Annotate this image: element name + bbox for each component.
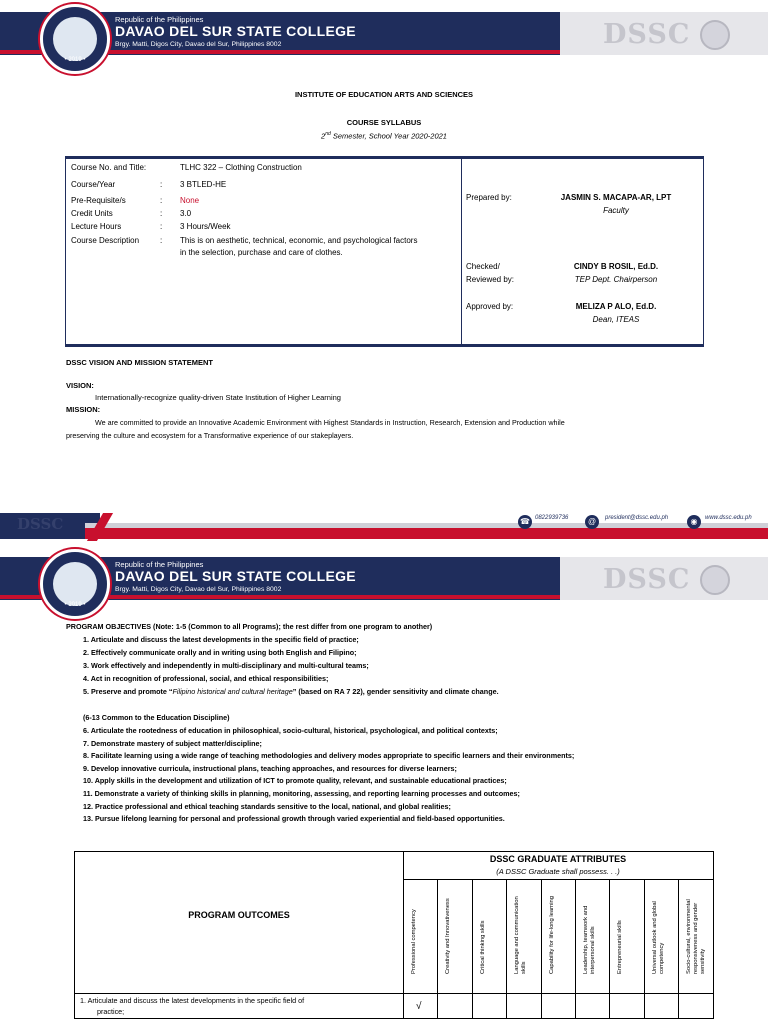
page-header — [0, 0, 768, 66]
course-info-label: Pre-Requisite/s — [71, 196, 126, 205]
graduate-attributes-heading: DSSC GRADUATE ATTRIBUTES — [489, 854, 627, 864]
footer-email: president@dssc.edu.ph — [605, 515, 669, 521]
course-info-value: 3 Hours/Week — [180, 222, 231, 231]
footer-phone: 0822939736 — [535, 515, 569, 521]
graduate-attribute-label: Creativity and Innovativeness — [445, 898, 452, 974]
graduate-attribute-label: Socio-cultural, environmental — [686, 899, 693, 974]
course-info-colon: : — [160, 236, 163, 245]
graduate-attribute-label: interpersonal skills — [590, 926, 596, 974]
mission-text-line1: We are committed to provide an Innovative Academic Environment with Highest Standards in Instruction, Research, Extension and Production while — [95, 418, 565, 427]
objective-item: 10. Apply skills in the development and utilization of ICT to promote quality, relevant, and sustainable educational practices; — [83, 776, 507, 786]
dssc-logo: DSSC — [603, 564, 691, 595]
graduate-attribute-label: skills — [521, 961, 528, 974]
vision-text: Internationally-recognize quality-driven State Institution of Higher Learning — [95, 393, 341, 402]
at-icon: @ — [585, 515, 599, 529]
objective-item-5: 5. Preserve and promote “Filipino historical and cultural heritage” (based on RA 7 22), gender sensitivity and climate change. — [83, 687, 499, 696]
graduate-attribute-label: Capability for life-long learning — [548, 896, 555, 974]
course-info-label: Lecture Hours — [71, 222, 122, 231]
approved-role: Dean, ITEAS — [592, 315, 640, 324]
vision-mission-heading: DSSC VISION AND MISSION STATEMENT — [66, 358, 213, 367]
checked-role: TEP Dept. Chairperson — [574, 275, 658, 284]
course-info-value: 3.0 — [180, 209, 192, 218]
outcome-row-1-text-line2: practice; — [97, 1007, 125, 1016]
prepared-role: Faculty — [603, 206, 629, 215]
graduate-attribute-label: competency — [658, 942, 665, 974]
course-info-label: Course No. and Title: — [71, 163, 147, 172]
graduate-attribute-label: Professional competency — [411, 909, 417, 974]
graduate-attribute-label: Universal outlook and global — [651, 901, 658, 974]
semester-line: 2nd Semester, School Year 2020-2021 — [321, 131, 447, 141]
objective-item: 7. Demonstrate mastery of subject matter/discipline; — [83, 738, 262, 748]
course-info-label: Credit Units — [71, 209, 113, 218]
footer-web: www.dssc.edu.ph — [705, 515, 752, 521]
course-info-label: Course/Year — [71, 180, 116, 189]
reviewed-label: Reviewed by: — [466, 275, 515, 284]
objective-item: 6. Articulate the rootedness of education in philosophical, socio-cultural, historical, psychological, and political contexts; — [83, 726, 498, 735]
syllabus-title: COURSE SYLLABUS — [346, 118, 422, 127]
objective-item: 11. Demonstrate a variety of thinking skills in planning, monitoring, assessing, and reporting learning processes and outcomes; — [83, 789, 520, 798]
course-info-label: Course Description — [71, 236, 140, 245]
graduate-attribute-label: Entrepreneurial skills — [617, 920, 624, 974]
college-name: DAVAO DEL SUR STATE COLLEGE — [115, 23, 356, 39]
course-info-value: TLHC 322 – Clothing Construction — [180, 163, 302, 172]
outcome-row-1-text-line1: 1. Articulate and discuss the latest developments in the specific field of — [80, 996, 305, 1005]
footer-red-stripe — [85, 528, 768, 539]
college-address: Brgy. Matti, Digos City, Davao del Sur, Philippines 8002 — [115, 41, 282, 48]
objectives-heading: PROGRAM OBJECTIVES (Note: 1-5 (Common to all Programs); the rest differ from one program to another) — [66, 622, 433, 631]
college-name: DAVAO DEL SUR STATE COLLEGE — [115, 568, 356, 584]
objective-item: 1. Articulate and discuss the latest developments in the specific field of practice; — [83, 635, 359, 644]
college-seal-icon: • 2019 • — [40, 4, 110, 74]
college-seal-icon: • 2019 • — [40, 549, 110, 619]
objective-item: 9. Develop innovative curricula, instructional plans, teaching approaches, and resources for diverse learners; — [83, 763, 457, 773]
objective-item: 8. Facilitate learning using a wide range of teaching methodologies and delivery modes appropriate to specific learners and their environments; — [83, 751, 575, 761]
course-info-colon: : — [160, 196, 163, 205]
objective-item: 4. Act in recognition of professional, social, and ethical responsibilities; — [83, 674, 329, 683]
prepared-label: Prepared by: — [466, 193, 512, 202]
page-header — [0, 545, 768, 611]
emblem-icon — [700, 565, 730, 595]
checked-label: Checked/ — [466, 262, 500, 271]
course-info-value: None — [180, 196, 200, 205]
prepared-name: JASMIN S. MACAPA-AR, LPT — [560, 193, 672, 202]
institute-title: INSTITUTE OF EDUCATION ARTS AND SCIENCES — [294, 90, 474, 99]
objective-item: 2. Effectively communicate orally and in writing using both English and Filipino; — [83, 648, 357, 657]
page-footer — [0, 507, 768, 542]
course-info-colon: : — [160, 209, 163, 218]
course-info-value: This is on aesthetic, technical, economic, and psychological factors — [180, 236, 418, 245]
checked-name: CINDY B ROSIL, Ed.D. — [573, 262, 659, 271]
outcome-row-1-check: √ — [416, 1001, 422, 1012]
approved-name: MELIZA P ALO, Ed.D. — [575, 302, 657, 311]
graduate-attribute-label: Leadership, teamwork and — [583, 905, 589, 974]
program-outcomes-table — [74, 851, 714, 1019]
republic-label: Republic of the Philippines — [115, 15, 204, 24]
phone-icon: ☎ — [518, 515, 532, 529]
course-info-value: 3 BTLED-HE — [180, 180, 227, 189]
footer-logo: DSSC — [17, 515, 64, 533]
republic-label: Republic of the Philippines — [115, 560, 204, 569]
objective-item: 12. Practice professional and ethical teaching standards sensitive to the local, national, and global realities; — [83, 801, 451, 811]
globe-icon: ◉ — [687, 515, 701, 529]
course-info-colon: : — [160, 180, 163, 189]
emblem-icon — [700, 20, 730, 50]
program-outcomes-heading: PROGRAM OUTCOMES — [188, 910, 290, 920]
course-description-line2: in the selection, purchase and care of clothes. — [180, 248, 343, 257]
graduate-attribute-label: Language and communication — [514, 896, 521, 974]
objectives-subheading: (6-13 Common to the Education Discipline) — [83, 713, 230, 722]
course-info-colon: : — [160, 222, 163, 231]
objective-item: 13. Pursue lifelong learning for personal and professional growth through varied experiential and field-based opportunities. — [83, 814, 505, 824]
mission-label: MISSION: — [66, 405, 101, 414]
college-address: Brgy. Matti, Digos City, Davao del Sur, Philippines 8002 — [115, 586, 282, 593]
graduate-attributes-subheading: (A DSSC Graduate shall possess. . .) — [496, 867, 620, 876]
vision-label: VISION: — [66, 381, 94, 390]
objective-item: 3. Work effectively and independently in multi-disciplinary and multi-cultural teams; — [83, 661, 369, 670]
dssc-logo: DSSC — [603, 19, 691, 50]
mission-text-line2: preserving the culture and ecosystem for a Transformative experience of our stakeplayers. — [66, 431, 354, 440]
graduate-attribute-label: responsiveness and gender — [693, 902, 700, 974]
graduate-attribute-label: Critical thinking skills — [479, 920, 486, 974]
graduate-attribute-label: sensitivity — [700, 948, 707, 974]
approved-label: Approved by: — [466, 302, 514, 311]
